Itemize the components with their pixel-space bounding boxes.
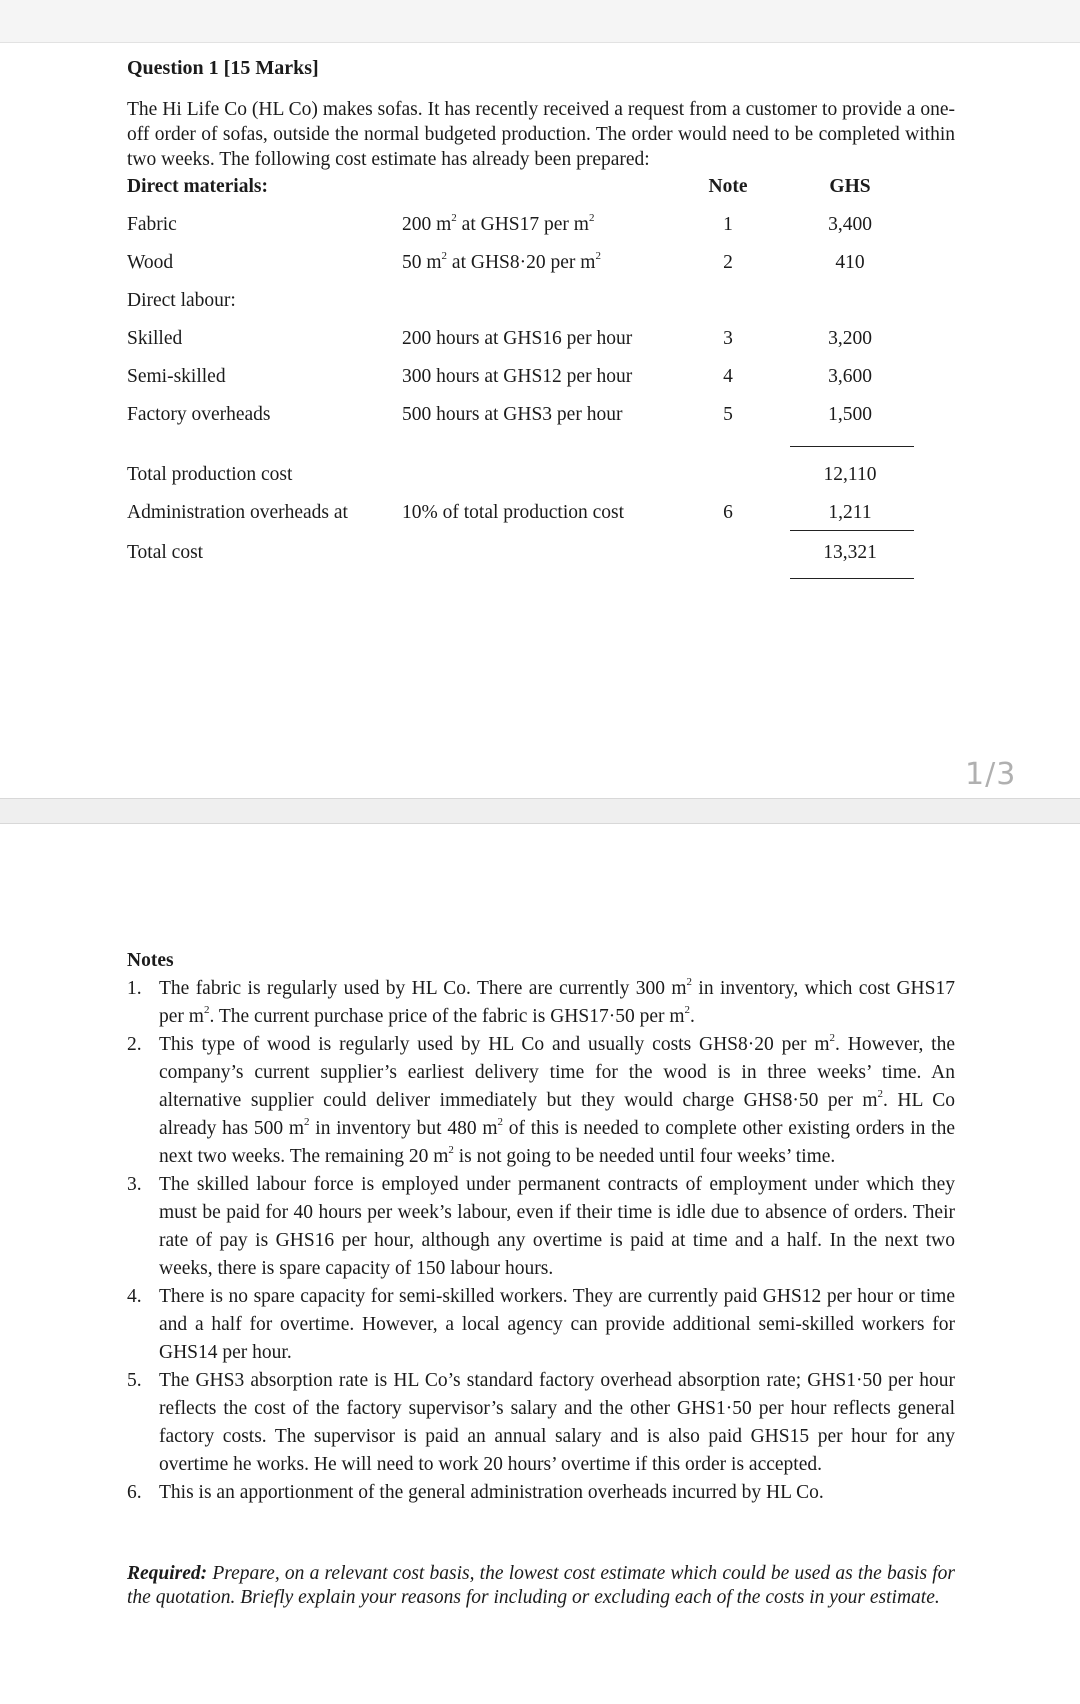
- notes-title: Notes: [127, 950, 174, 971]
- row-overheads-desc: 500 hours at GHS3 per hour: [402, 404, 623, 425]
- question-title: Question 1 [15 Marks]: [127, 57, 319, 79]
- note-item: 1. The fabric is regularly used by HL Co. There are currently 300 $m^2$ in inventory, which cost GHS17 per $m^2$. The current purchase price of the fabric is GHS17·50 per $m^2$.: [127, 975, 955, 1027]
- row-total-amount: 13,321: [823, 542, 877, 563]
- row-overheads-amount: 1,500: [828, 404, 872, 425]
- note-item: 5. The GHS3 absorption rate is HL Co’s standard factory overhead absorption rate; GHS1·50 per hour reflects the cost of the factory supervisor’s salary and the other GHS1·50 per hour reflects general factory costs. The supervisor is paid an annual salary and is also paid GHS15 per hour for any overtime he works. He will need to work 20 hours’ overtime if this order is accepted.: [127, 1370, 955, 1475]
- note-item: 4. There is no spare capacity for semi-skilled workers. They are currently paid GHS12 per hour or time and a half for overtime. However, a local agency can provide additional semi-skilled workers for GHS14 per hour.: [127, 1286, 955, 1363]
- viewer-top-band: [0, 0, 1080, 43]
- note-item: 2. This type of wood is regularly used by HL Co and usually costs GHS8·20 per $m^2$. However, the company’s current supplier’s earliest delivery time for the wood is in three weeks’ time. An alternative supplier could deliver immediately but they would charge GHS8·50 per $m^2$. HL Co already has 500 $m^2$ in inventory but 480 $m^2$ of this is needed to complete other existing orders in the next two weeks. The remaining 20 $m^2$ is not going to be needed until four weeks’ time.: [127, 1031, 956, 1167]
- row-admin-desc: 10% of total production cost: [402, 502, 625, 523]
- row-total-production-label: Total production cost: [127, 464, 293, 485]
- row-fabric-desc: 200 $m^2$ at GHS17 per $m^2$: [402, 211, 595, 235]
- row-total-production-amount: 12,110: [823, 464, 877, 485]
- total-rule-top: [790, 530, 914, 531]
- row-fabric-amount: 3,400: [828, 214, 872, 235]
- subtotal-rule: [790, 446, 914, 447]
- row-admin-amount: 1,211: [828, 502, 872, 523]
- row-overheads-note: 5: [723, 404, 733, 425]
- row-overheads-label: Factory overheads: [127, 404, 271, 425]
- row-semi-label: Semi-skilled: [127, 366, 226, 387]
- note-item: 6. This is an apportionment of the general administration overheads incurred by HL Co.: [127, 1482, 824, 1503]
- row-fabric-note: 1: [723, 214, 733, 235]
- row-semi-amount: 3,600: [828, 366, 872, 387]
- row-total-label: Total cost: [127, 542, 204, 563]
- total-rule-bottom: [790, 578, 914, 579]
- row-wood-desc: 50 $m^2$ at GHS8·20 per $m^2$: [402, 249, 601, 273]
- header-note: Note: [708, 176, 748, 197]
- page-indicator: 1/3: [965, 757, 1017, 792]
- header-ghs: GHS: [829, 176, 871, 197]
- row-admin-note: 6: [723, 502, 733, 523]
- question-intro: The Hi Life Co (HL Co) makes sofas. It has recently received a request from a customer to provide a one-off order of sofas, outside the normal budgeted production. The order would need to be completed within two weeks. The following cost estimate has already been prepared:: [127, 99, 955, 170]
- header-direct-materials: Direct materials:: [127, 176, 268, 197]
- row-semi-desc: 300 hours at GHS12 per hour: [402, 366, 633, 387]
- direct-labour-heading: Direct labour:: [127, 290, 236, 311]
- required-instruction: Required: Prepare, on a relevant cost basis, the lowest cost estimate which could be used as the basis for the quotation. Briefly explain your reasons for including or excluding each of the costs in your estimate.: [127, 1563, 955, 1608]
- row-wood-amount: 410: [835, 252, 865, 273]
- page-separator: [0, 798, 1080, 824]
- row-skilled-label: Skilled: [127, 328, 183, 349]
- row-skilled-note: 3: [723, 328, 733, 349]
- row-wood-note: 2: [723, 252, 733, 273]
- row-skilled-amount: 3,200: [828, 328, 872, 349]
- note-item: 3. The skilled labour force is employed under permanent contracts of employment under which they must be paid for 40 hours per week’s labour, even if their time is idle due to absence of orders. Their rate of pay is GHS16 per hour, although any overtime is paid at time and a half. In the next two weeks, there is spare capacity of 150 labour hours.: [127, 1174, 955, 1279]
- row-semi-note: 4: [723, 366, 733, 387]
- row-fabric-label: Fabric: [127, 214, 177, 235]
- row-wood-label: Wood: [127, 252, 174, 273]
- row-skilled-desc: 200 hours at GHS16 per hour: [402, 328, 633, 349]
- notes-list: [127, 975, 955, 1507]
- row-admin-label: Administration overheads at: [127, 502, 348, 523]
